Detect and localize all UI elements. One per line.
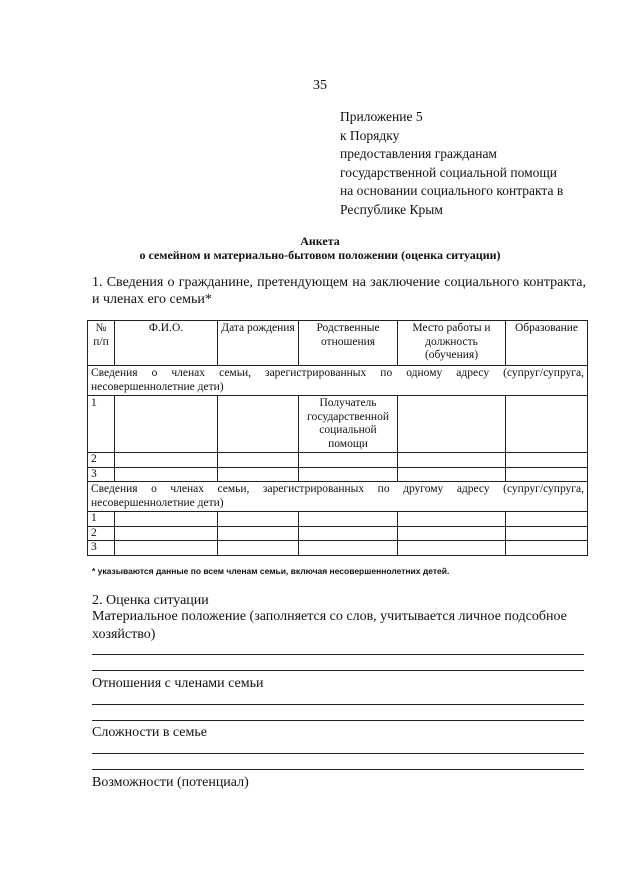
appendix-line: государственной социальной помощи — [340, 164, 557, 180]
cell-name[interactable] — [115, 467, 218, 482]
cell-work-place[interactable] — [398, 512, 506, 527]
group-row-same-address — [88, 366, 588, 396]
potential-label: Возможности (потенциал) — [92, 775, 249, 790]
cell-relation[interactable] — [299, 541, 398, 556]
row-number: 2 — [88, 526, 115, 541]
table-header-row — [88, 321, 588, 366]
cell-birth-date[interactable] — [218, 541, 299, 556]
group-row-other-address — [88, 482, 588, 512]
footnote: * указываются данные по всем членам семьи, включая несовершеннолетних детей. — [92, 566, 450, 576]
appendix-block — [340, 108, 600, 219]
cell-birth-date[interactable] — [218, 526, 299, 541]
header-relation: Родственные отношения — [299, 321, 398, 366]
cell-relation[interactable] — [299, 512, 398, 527]
cell-work-place[interactable] — [398, 526, 506, 541]
cell-relation[interactable] — [299, 467, 398, 482]
material-situation-label: Материальное положение (заполняется со слов, учитывается личное подсобное хозяйство) — [92, 609, 567, 642]
row-number: 3 — [88, 467, 115, 482]
appendix-line: Республике Крым — [340, 201, 443, 217]
form-subtitle: о семейном и материально-бытовом положении (оценка ситуации) — [139, 248, 501, 262]
header-work-place: Место работы и должность (обучения) — [398, 321, 506, 366]
form-title: Анкета — [300, 234, 340, 248]
cell-education[interactable] — [506, 396, 588, 453]
difficulties-line-1[interactable] — [92, 753, 584, 754]
difficulties-line-2[interactable] — [92, 769, 584, 770]
cell-relation[interactable] — [299, 526, 398, 541]
table-row — [88, 396, 588, 453]
cell-work-place[interactable] — [398, 396, 506, 453]
section2-heading: 2. Оценка ситуации — [92, 593, 209, 608]
cell-birth-date[interactable] — [218, 453, 299, 468]
cell-education[interactable] — [506, 453, 588, 468]
appendix-line: предоставления гражданам — [340, 146, 497, 161]
appendix-line: к Порядку — [340, 127, 400, 143]
cell-education[interactable] — [506, 526, 588, 541]
section1-heading: 1. Сведения о гражданине, претендующем на заключение социального контракта, и членах его семьи* — [92, 275, 586, 307]
relations-line-2[interactable] — [92, 720, 584, 721]
family-difficulties-label: Сложности в семье — [92, 725, 207, 740]
row-number: 3 — [88, 541, 115, 556]
table-row — [88, 512, 588, 527]
family-relations-label: Отношения с членами семьи — [92, 676, 264, 691]
cell-relation: Получатель государственной социальной помощи — [299, 396, 398, 453]
cell-birth-date[interactable] — [218, 396, 299, 453]
material-line-2[interactable] — [92, 670, 584, 671]
header-name: Ф.И.О. — [115, 321, 218, 366]
cell-work-place[interactable] — [398, 467, 506, 482]
group-same-address-label: Сведения о членах семьи, зарегистрированных по одному адресу (супруг/супруга, несовершеннолетние дети) — [88, 366, 588, 396]
cell-name[interactable] — [115, 541, 218, 556]
cell-birth-date[interactable] — [218, 467, 299, 482]
cell-name[interactable] — [115, 512, 218, 527]
cell-name[interactable] — [115, 396, 218, 453]
cell-birth-date[interactable] — [218, 512, 299, 527]
group-other-address-label: Сведения о членах семьи, зарегистрированных по другому адресу (супруг/супруга, несовершеннолетние дети) — [88, 482, 588, 512]
header-education: Образование — [506, 321, 588, 366]
table-row — [88, 453, 588, 468]
table-row — [88, 467, 588, 482]
cell-name[interactable] — [115, 526, 218, 541]
row-number: 2 — [88, 453, 115, 468]
cell-name[interactable] — [115, 453, 218, 468]
material-line-1[interactable] — [92, 654, 584, 655]
cell-relation[interactable] — [299, 453, 398, 468]
cell-work-place[interactable] — [398, 541, 506, 556]
appendix-line: Приложение 5 — [340, 109, 423, 124]
family-info-table — [87, 320, 588, 556]
cell-education[interactable] — [506, 467, 588, 482]
row-number: 1 — [88, 512, 115, 527]
header-birth-date: Дата рождения — [218, 321, 299, 366]
relations-line-1[interactable] — [92, 704, 584, 705]
appendix-line: на основании социального контракта в — [340, 183, 564, 198]
row-number: 1 — [88, 396, 115, 453]
page-number: 35 — [313, 78, 327, 93]
table-row — [88, 541, 588, 556]
cell-education[interactable] — [506, 512, 588, 527]
table-row — [88, 526, 588, 541]
header-num: № п/п — [88, 321, 115, 366]
cell-work-place[interactable] — [398, 453, 506, 468]
cell-education[interactable] — [506, 541, 588, 556]
